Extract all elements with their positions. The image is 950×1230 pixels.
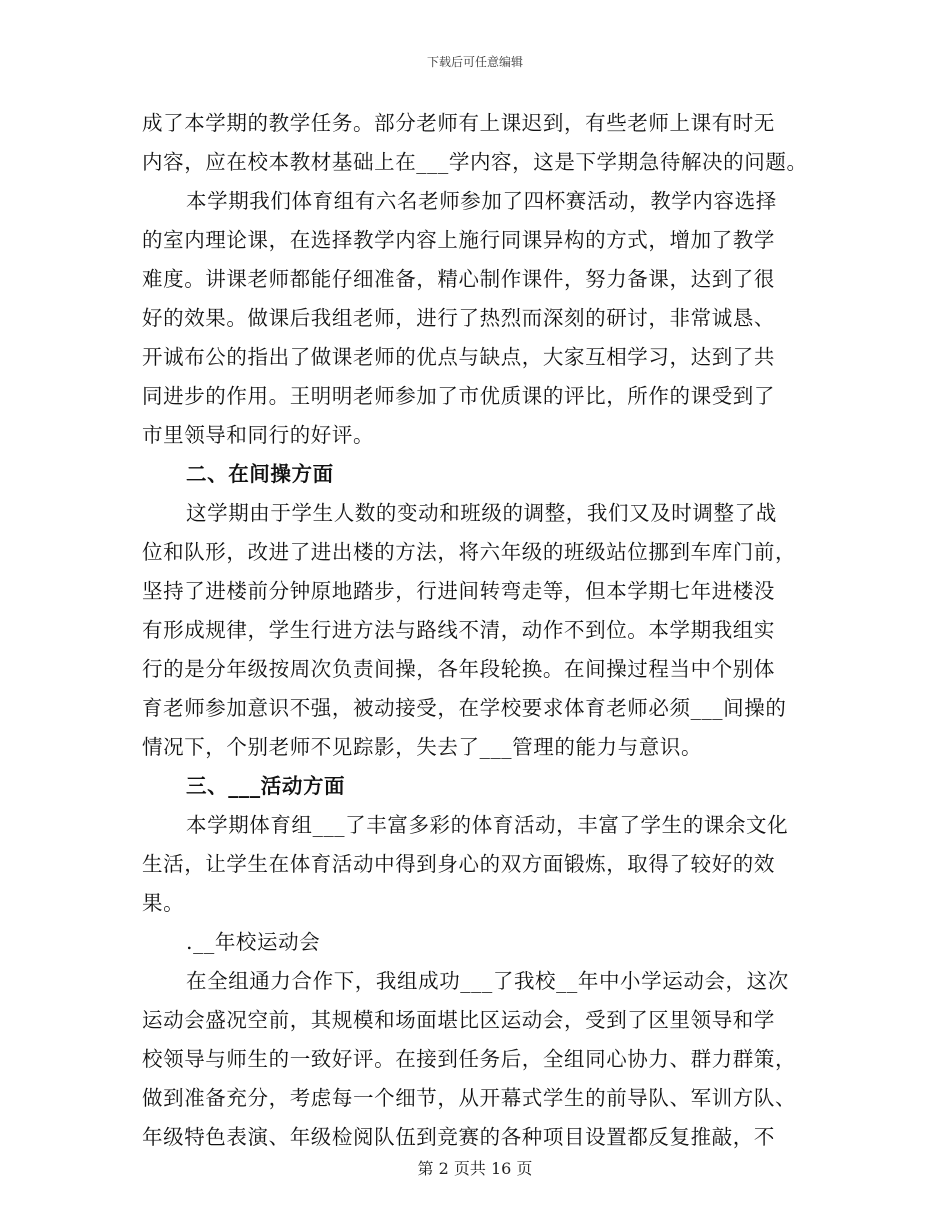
- text-line: 行的是分年级按周次负责间操，各年段轮换。在间操过程当中个别体: [142, 657, 775, 681]
- text-line: 运动会盛况空前，其规模和场面堪比区运动会，受到了区里领导和学: [142, 1008, 775, 1032]
- section-heading: 三、___活动方面: [186, 774, 346, 798]
- text-line: 果。: [142, 891, 185, 915]
- text-line: 年级特色表演、年级检阅队伍到竞赛的各种项目设置都反复推敲，不: [142, 1125, 775, 1149]
- text-line: 生活，让学生在体育活动中得到身心的双方面锻炼，取得了较好的效: [142, 852, 775, 876]
- text-line: 这学期由于学生人数的变动和班级的调整，我们又及时调整了战: [186, 501, 777, 525]
- text-line: 情况下，个别老师不见踪影，失去了___管理的能力与意识。: [142, 735, 703, 759]
- text-line: 的室内理论课，在选择教学内容上施行同课异构的方式，增加了教学: [142, 228, 775, 252]
- text-line: 有形成规律，学生行进方法与路线不清，动作不到位。本学期我组实: [142, 618, 775, 642]
- text-line: 开诚布公的指出了做课老师的优点与缺点，大家互相学习，达到了共: [142, 345, 775, 369]
- page-footer: 第 2 页共 16 页: [417, 1159, 533, 1178]
- text-line: 坚持了进楼前分钟原地踏步，行进间转弯走等，但本学期七年进楼没: [142, 579, 775, 603]
- text-line: 同进步的作用。王明明老师参加了市优质课的评比，所作的课受到了: [142, 384, 775, 408]
- text-line: 位和队形，改进了进出楼的方法，将六年级的班级站位挪到车库门前，: [142, 540, 797, 564]
- text-line: 本学期体育组___了丰富多彩的体育活动，丰富了学生的课余文化: [186, 813, 789, 837]
- text-line: .__年校运动会: [186, 930, 321, 954]
- document-body: [142, 104, 822, 1157]
- text-line: 育老师参加意识不强，被动接受，在学校要求体育老师必须___间操的: [142, 696, 787, 720]
- text-line: 校领导与师生的一致好评。在接到任务后，全组同心协力、群力群策，: [142, 1047, 797, 1071]
- text-line: 成了本学期的教学任务。部分老师有上课迟到，有些老师上课有时无: [142, 111, 775, 135]
- text-line: 内容，应在校本教材基础上在___学内容，这是下学期急待解决的问题。: [142, 150, 808, 174]
- text-line: 市里领导和同行的好评。: [142, 423, 375, 447]
- text-line: 在全组通力合作下，我组成功___了我校__年中小学运动会，这次: [186, 969, 789, 993]
- text-line: 难度。讲课老师都能仔细准备，精心制作课件，努力备课，达到了很: [142, 267, 775, 291]
- text-line: 做到准备充分，考虑每一个细节，从开幕式学生的前导队、军训方队、: [142, 1086, 797, 1110]
- text-line: 本学期我们体育组有六名老师参加了四杯赛活动，教学内容选择: [186, 189, 777, 213]
- page-header: 下载后可任意编辑: [426, 55, 523, 69]
- section-heading: 二、在间操方面: [186, 462, 334, 486]
- text-line: 好的效果。做课后我组老师，进行了热烈而深刻的研讨，非常诚恳、: [142, 306, 775, 330]
